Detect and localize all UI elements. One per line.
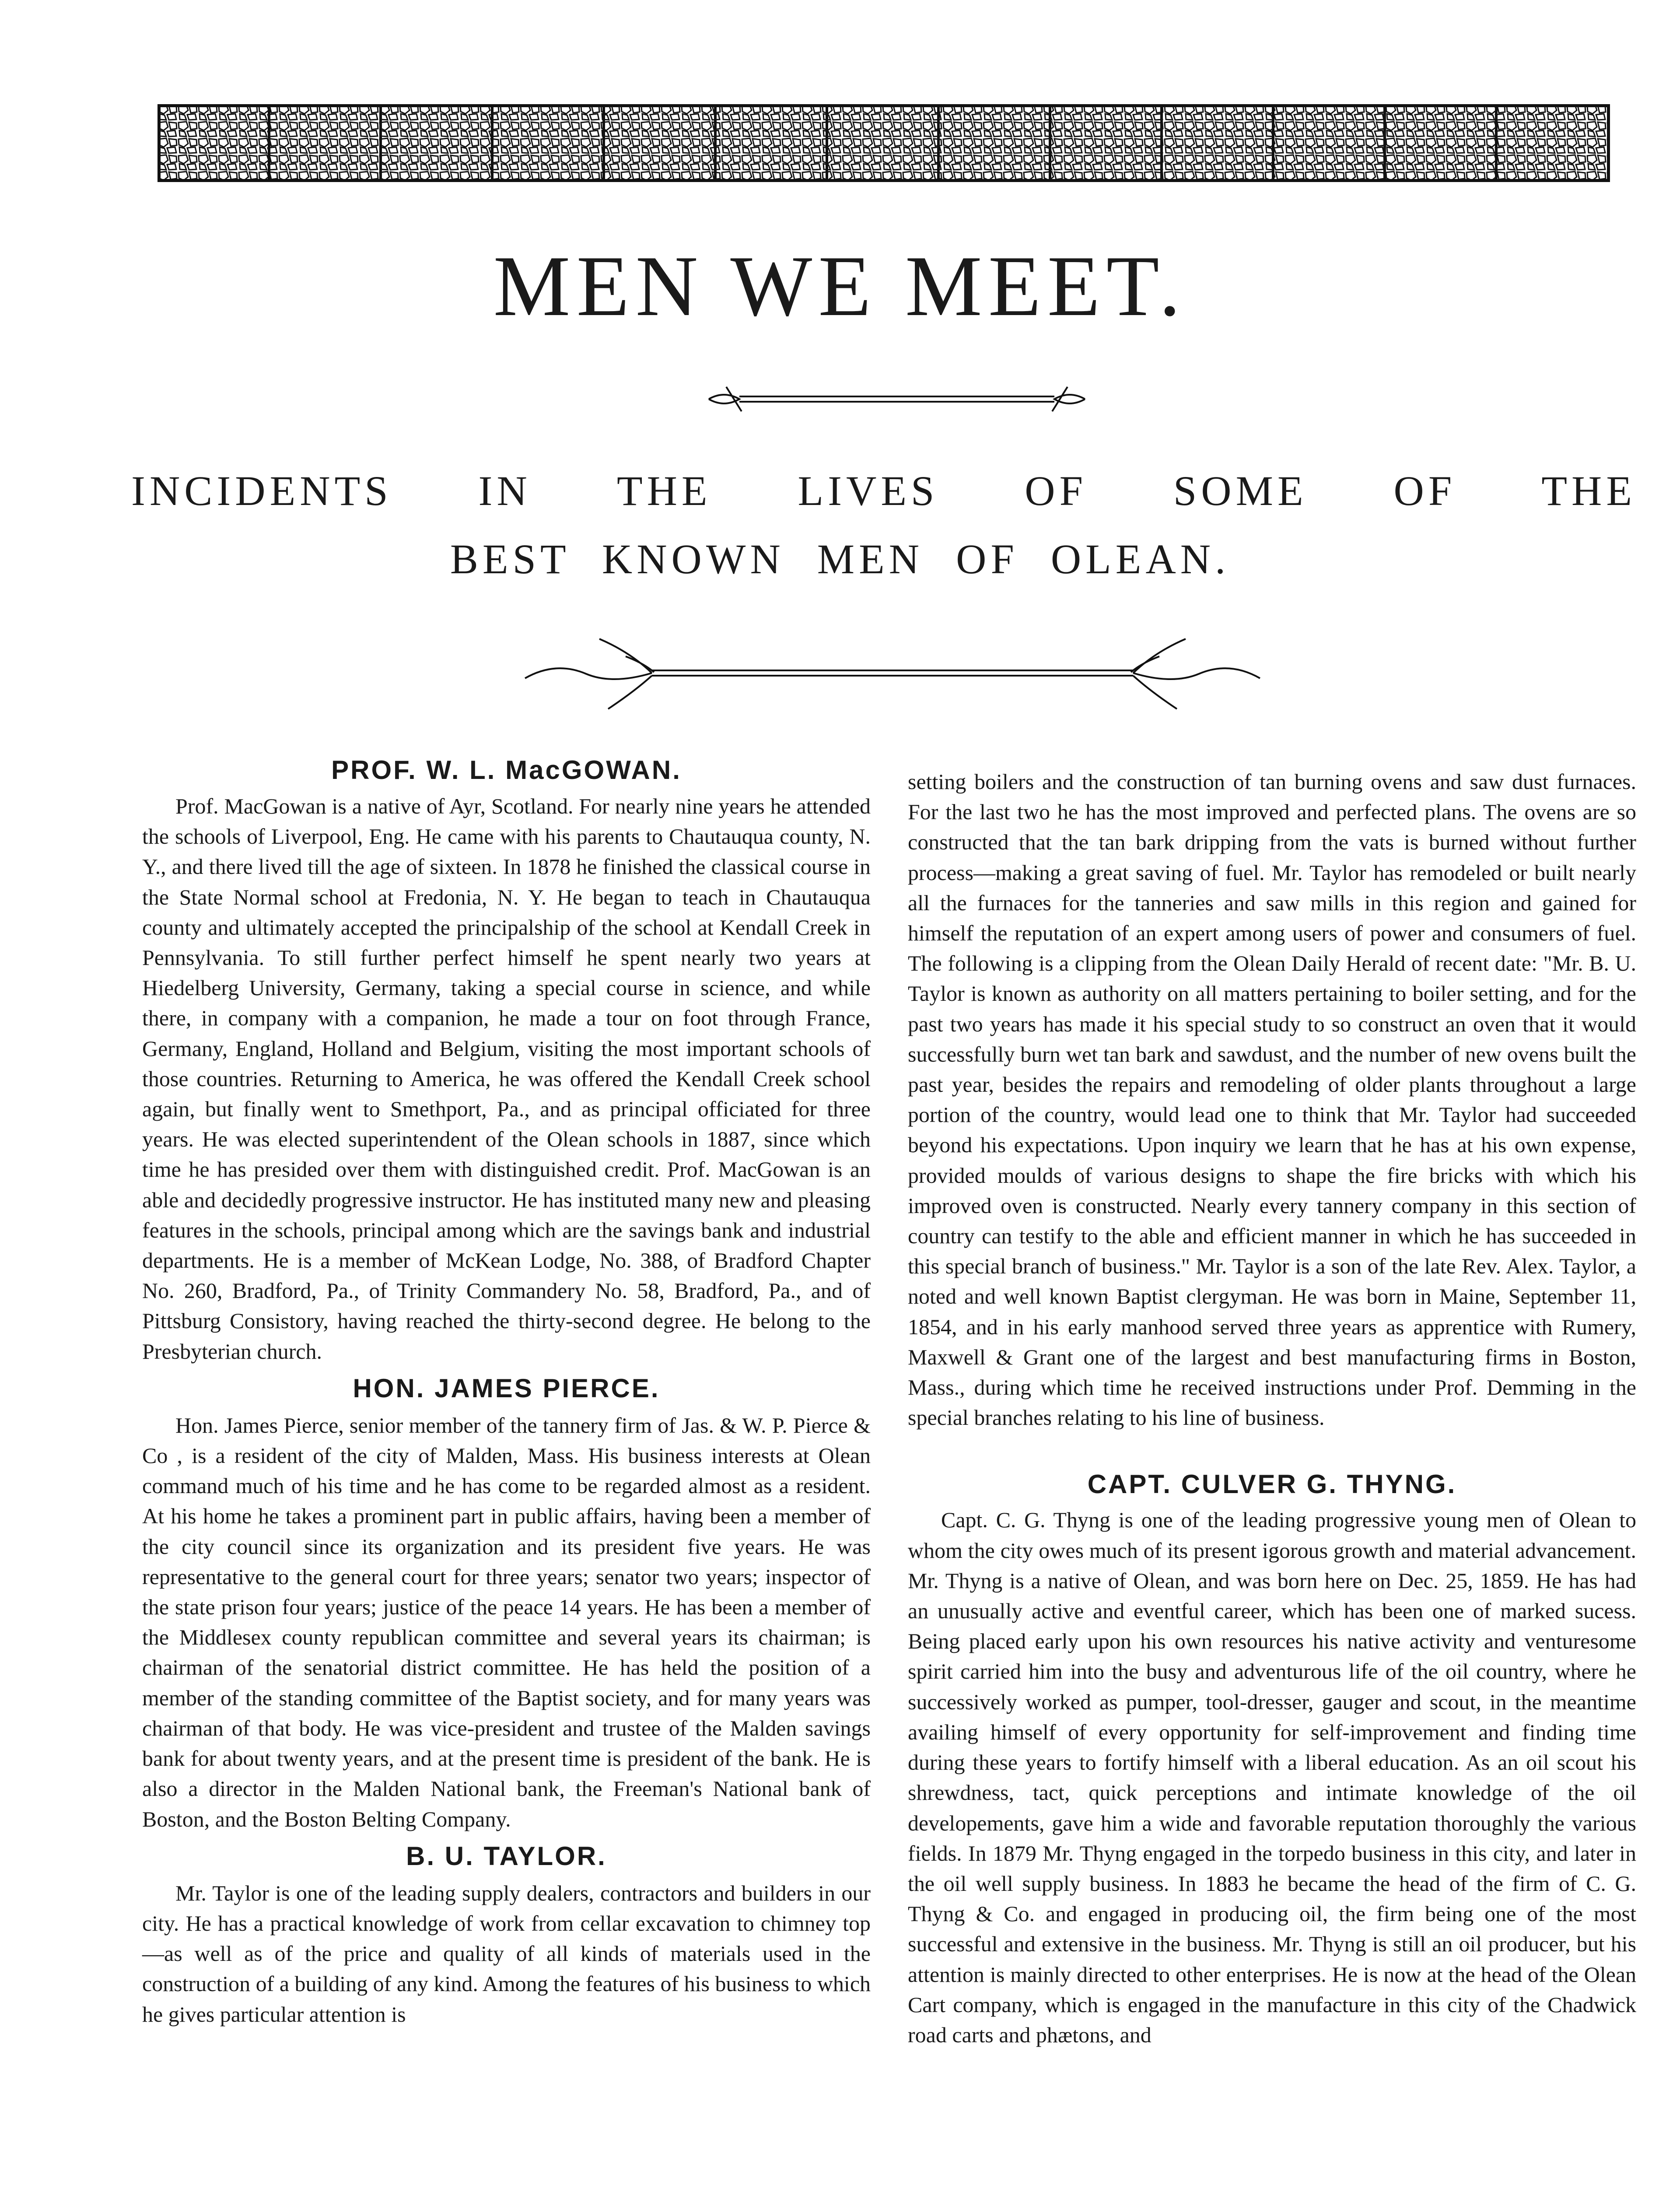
article-heading-macgowan: PROF. W. L. MacGOWAN.	[331, 755, 682, 785]
article-heading-taylor: B. U. TAYLOR.	[406, 1841, 607, 1871]
decorative-banner	[158, 104, 1610, 182]
article-heading-thyng: CAPT. CULVER G. THYNG.	[1087, 1469, 1457, 1499]
page-title: MEN WE MEET.	[493, 238, 1187, 334]
article-body-taylor-continued: setting boilers and the construction of tan burning ovens and saw dust furnaces. For the last two he has the most improved and perfected plans. The ovens are so constructed that the tan bark dripping from the vats is burned without further process—making a great saving of fuel. Mr. Taylor has remodeled or built nearly all the furnaces for the tanneries and saw mills in this region and gained for himself the reputation of an expert among users of power and consumers of fuel. The following is a clipping from the Olean Daily Herald of recent date: "Mr. B. U. Taylor is known as authority on all matters pertaining to boiler setting, and for the past two years has made it his special study to so construct an oven that it would successfully burn wet tan bark and sawdust, and the number of new ovens built the past year, besides the repairs and remodeling of older plants throughout a large portion of the country, would lead one to think that Mr. Taylor had succeeded beyond his expectations. Upon inquiry we learn that he has at his own expense, provided moulds of various designs to shape the fire bricks with which his improved oven is constructed. Nearly every tannery company in this section of country can testify to the able and efficient manner in which he has succeeded in this special branch of business." Mr. Taylor is a son of the late Rev. Alex. Taylor, a noted and well known Baptist clergyman. He was born in Maine, September 11, 1854, and in his early manhood served three years as apprentice with Rumery, Maxwell & Grant one of the largest and best manufacturing firms in Boston, Mass., during which time he received instructions under Prof. Demming in the special branches relating to his line of business.	[908, 769, 1636, 1430]
subtitle-line-2: BEST KNOWN MEN OF OLEAN.	[450, 536, 1230, 582]
article-body-pierce: Hon. James Pierce, senior member of the tannery firm of Jas. & W. P. Pierce & Co , is a resident of the city of Malden, Mass. His business interests at Olean command much of his time and he has come to be regarded almost as a resident. At his home he takes a prominent part in public affairs, having been a member of the city council since its organization and its president five years. He was representative to the general court for three years; senator two years; inspector of the state prison four years; justice of the peace 14 years. He has been a member of the Middlesex county republican committee and several years its chairman; is chairman of the senatorial district committee. He has held the position of a member of the standing committee of the Baptist society, and for many years was chairman of that body. He was vice-president and trustee of the Malden savings bank for about twenty years, and at the present time is president of the bank. He is also a director in the Malden National bank, the Freeman's National bank of Boston, and the Boston Belting Company.	[142, 1413, 871, 1831]
right-column	[908, 767, 1636, 2050]
article-body-macgowan: Prof. MacGowan is a native of Ayr, Scotland. For nearly nine years he attended the schools of Liverpool, Eng. He came with his parents to Chautauqua county, N. Y., and there lived till the age of sixteen. In 1878 he finished the classical course in the State Normal school at Fredonia, N. Y. He began to teach in Chautauqua county and ultimately accepted the principalship of the school at Kendall Creek in Pennsylvania. To still further perfect himself he spent nearly two years at Hiedelberg University, Germany, taking a special course in science, and while there, in company with a companion, he made a tour on foot through France, Germany, England, Holland and Belgium, visiting the most important schools of those countries. Returning to America, he was offered the Kendall Creek school again, but finally went to Smethport, Pa., and as principal officiated for three years. He was elected superintendent of the Olean schools in 1887, since which time he has presided over them with distinguished credit. Prof. MacGowan is an able and decidedly progressive instructor. He has instituted many new and pleasing features in the schools, principal among which are the savings bank and industrial departments. He is a member of McKean Lodge, No. 388, of Bradford Chapter No. 260, Bradford, Pa., of Trinity Commandery No. 58, Bradford, Pa., and of Pittsburg Consistory, having reached the thirty-second degree. He belong to the Presbyterian church.	[142, 794, 871, 1364]
flourish-ornament	[521, 630, 1264, 718]
article-body-thyng: Capt. C. G. Thyng is one of the leading progressive young men of Olean to whom the city owes much of its present igorous growth and material advancement. Mr. Thyng is a native of Olean, and was born here on Dec. 25, 1859. He has had an unusually active and eventful career, which has been one of marked sucess. Being placed early upon his own resources his native activity and venturesome spirit carried him into the busy and adventurous life of the oil country, where he successively worked as pumper, tool-dresser, gauger and scout, in the meantime availing himself of every opportunity for self-improvement and finding time during these years to fortify himself with a liberal education. As an oil scout his shrewdness, tact, quick perceptions and intimate knowledge of the oil developements, gave him a wide and favorable reputation thoroughly the various fields. In 1879 Mr. Thyng engaged in the torpedo business in this city, and later in the oil well supply business. In 1883 he became the head of the firm of C. G. Thyng & Co. and engaged in producing oil, the firm being one of the most successful and extensive in the business. Mr. Thyng is still an oil producer, but his attention is mainly directed to other enterprises. He is now at the head of the Olean Cart company, which is engaged in the manufacture in this city of the Chadwick road carts and phætons, and	[908, 1508, 1636, 2047]
article-heading-pierce: HON. JAMES PIERCE.	[353, 1373, 660, 1403]
left-column	[142, 753, 871, 2030]
ornamental-rule	[700, 382, 1094, 417]
article-body-taylor: Mr. Taylor is one of the leading supply dealers, contractors and builders in our city. He has a practical knowledge of work from cellar excavation to chimney top—as well as of the price and quality of all kinds of materials used in the construction of a building of any kind. Among the features of his business to which he gives particular attention is	[142, 1880, 871, 2027]
subtitle-line-1: INCIDENTS IN THE LIVES OF SOME OF THE	[131, 467, 1636, 514]
